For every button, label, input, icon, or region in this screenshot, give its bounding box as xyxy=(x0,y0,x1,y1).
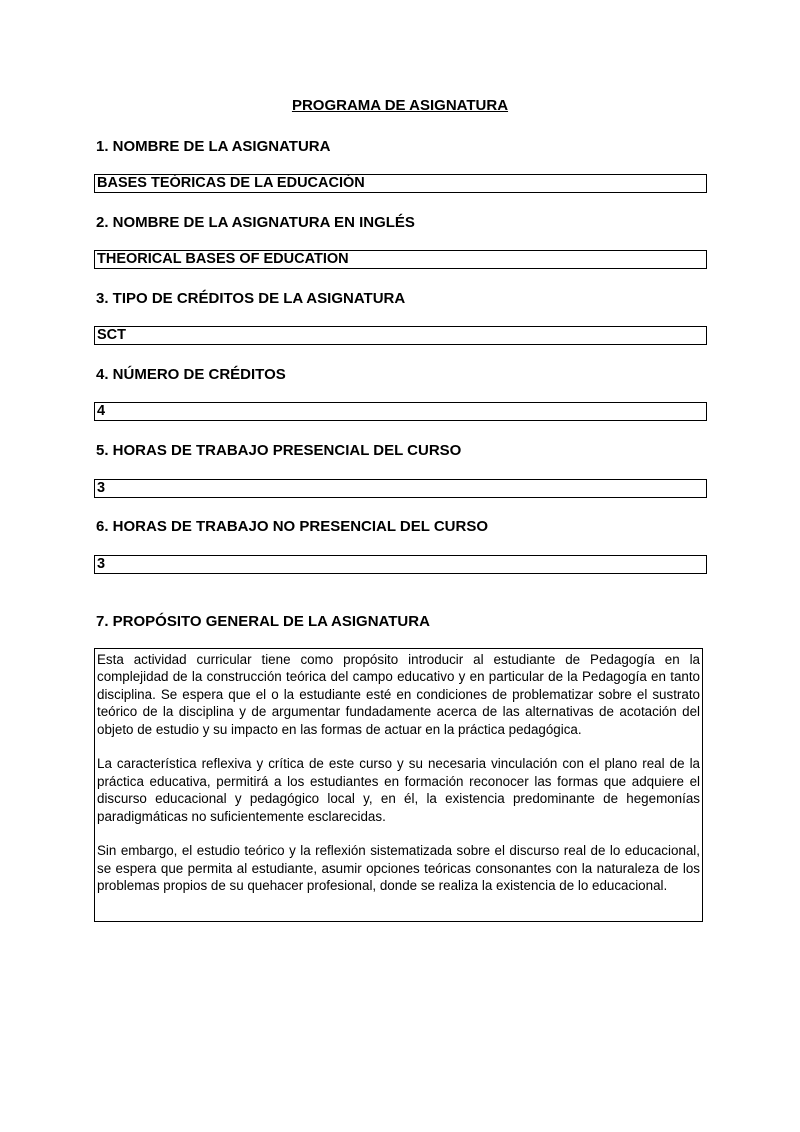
purpose-paragraph: Esta actividad curricular tiene como propósito introducir al estudiante de Pedagogía en la complejidad de la construcción teórica del campo educativo y en particular de la Pedagogía en tanto disciplina. Se espera que el o la estudiante esté en condiciones de problematizar sobre el sustrato teórico de la disciplina y de argumentar fundadamente acerca de las alternativas de acotación del objeto de estudio y su impacto en las formas de actuar en la práctica pedagógica. xyxy=(97,652,700,737)
section-1-heading: 1. NOMBRE DE LA ASIGNATURA xyxy=(96,138,331,155)
non-presential-hours-field: 3 xyxy=(94,555,707,574)
document-title: PROGRAMA DE ASIGNATURA xyxy=(291,97,509,114)
section-3-heading: 3. TIPO DE CRÉDITOS DE LA ASIGNATURA xyxy=(96,290,406,307)
presential-hours-field: 3 xyxy=(94,479,707,498)
section-4-heading: 4. NÚMERO DE CRÉDITOS xyxy=(96,366,286,383)
section-6-heading: 6. HORAS DE TRABAJO NO PRESENCIAL DEL CURSO xyxy=(96,518,488,535)
section-5-heading: 5. HORAS DE TRABAJO PRESENCIAL DEL CURSO xyxy=(96,442,462,459)
section-7-heading: 7. PROPÓSITO GENERAL DE LA ASIGNATURA xyxy=(96,613,430,630)
course-name-field: BASES TEÓRICAS DE LA EDUCACIÓN xyxy=(94,174,707,193)
section-2-heading: 2. NOMBRE DE LA ASIGNATURA EN INGLÉS xyxy=(96,214,415,231)
course-name-english-field: THEORICAL BASES OF EDUCATION xyxy=(94,250,707,269)
credit-type-field: SCT xyxy=(94,326,707,345)
purpose-text-box xyxy=(94,648,703,922)
purpose-paragraph: La característica reflexiva y crítica de este curso y su necesaria vinculación con el plano real de la práctica educativa, permitirá a los estudiantes en formación reconocer las formas que adquiere el discurso educacional y pedagógico local y, en él, la existencia predominante de hegemonías paradigmáticas no suficientemente esclarecidas. xyxy=(97,756,700,824)
credit-count-field: 4 xyxy=(94,402,707,421)
purpose-paragraph: Sin embargo, el estudio teórico y la reflexión sistematizada sobre el discurso real de lo educacional, se espera que permita al estudiante, asumir opciones teóricas consonantes con la naturaleza de los problemas propios de su quehacer profesional, donde se realiza la existencia de lo educacional. xyxy=(97,843,700,894)
document-title-container xyxy=(0,97,800,114)
